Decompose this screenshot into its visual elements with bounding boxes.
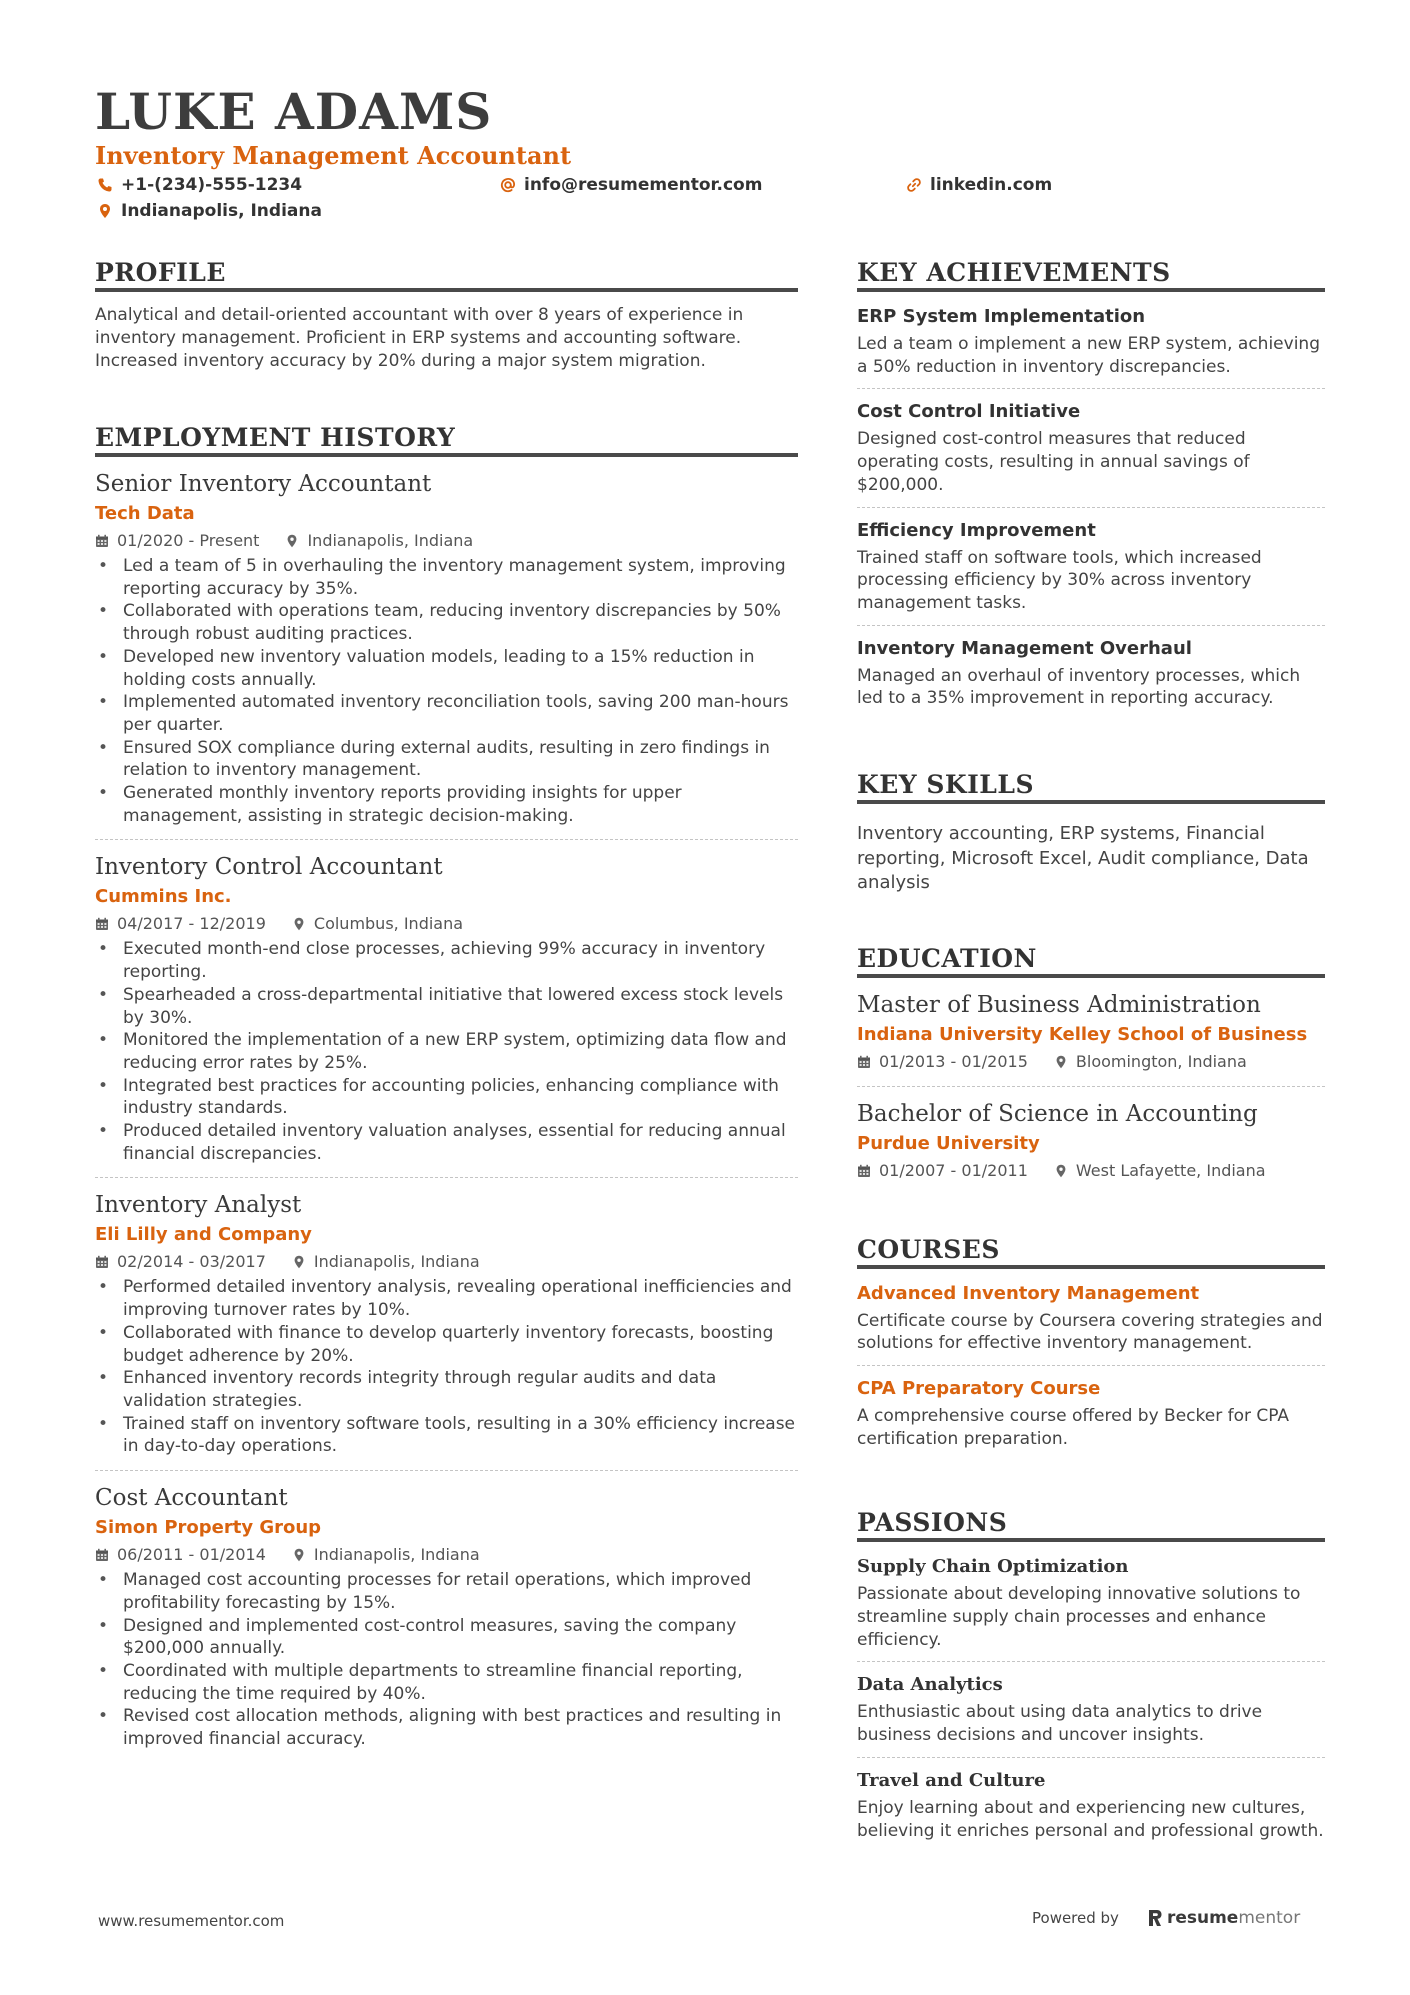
degree-title: Bachelor of Science in Accounting: [857, 1100, 1258, 1127]
resumementor-logo-icon: [1147, 1909, 1163, 1927]
meta-row: [857, 1050, 1325, 1074]
location-label: Indianapolis, Indiana: [313, 1252, 480, 1272]
candidate-title: Inventory Management Accountant: [95, 141, 572, 170]
link-icon: [906, 177, 922, 193]
job-title: Cost Accountant: [95, 1485, 288, 1512]
right-column: [857, 258, 1325, 1892]
brand-text-resume: resume: [1166, 1908, 1239, 1928]
phone-icon: [97, 177, 113, 193]
passions-item-text: Passionate about developing innovative solutions to streamline supply chain processes and enhance efficiency.: [857, 1584, 1301, 1650]
achievements-item-title: ERP System Implementation: [857, 306, 1146, 327]
date-range: 01/2013 - 01/2015: [879, 1051, 1028, 1071]
profile-section: [95, 258, 798, 373]
achievements-item-text: Trained staff on software tools, which increased processing efficiency by 30% across inventory management tasks.: [857, 547, 1262, 613]
job-title: Inventory Analyst: [95, 1192, 302, 1219]
company-name: Cummins Inc.: [95, 886, 232, 908]
bullet-item: • Coordinated with multiple departments to streamline financial reporting, reducing the time required by 40%.: [95, 1660, 798, 1705]
courses-item: [857, 1376, 1325, 1460]
courses-list: [857, 1281, 1325, 1461]
location-pin-icon: [285, 534, 299, 548]
calendar-icon: [95, 1255, 109, 1269]
powered-by-text: Powered by: [1032, 1909, 1119, 1927]
bullet-item: • Managed cost accounting processes for retail operations, which improved profitability forecasting by 15%.: [95, 1569, 798, 1614]
date-range: 02/2014 - 03/2017: [117, 1252, 266, 1272]
job-bullets: [95, 1569, 798, 1751]
achievements-list: [857, 304, 1325, 720]
bullet-item: • Integrated best practices for accounting policies, enhancing compliance with industry standards.: [95, 1075, 798, 1120]
bullet-item: • Spearheaded a cross-departmental initiative that lowered excess stock levels by 30%.: [95, 984, 798, 1029]
courses-heading: COURSES: [857, 1235, 1325, 1269]
job-title: Senior Inventory Accountant: [95, 471, 432, 497]
location-pin-icon: [292, 1255, 306, 1269]
skills-text: Inventory accounting, ERP systems, Financial reporting, Microsoft Excel, Audit compliance, Data analysis: [857, 823, 1309, 894]
achievements-item-text: Designed cost-control measures that reduced operating costs, resulting in annual savings of $200,000.: [857, 429, 1250, 495]
footer-powered: [1032, 1908, 1300, 1928]
passions-item: [857, 1768, 1325, 1852]
skills-section: [857, 770, 1325, 896]
brand-text-mentor: mentor: [1238, 1908, 1301, 1928]
courses-item: [857, 1281, 1325, 1366]
footer-website[interactable]: www.resumementor.com: [98, 1912, 285, 1930]
passions-list: [857, 1554, 1325, 1852]
location-label: Columbus, Indiana: [313, 914, 464, 934]
bullet-item: • Collaborated with operations team, reducing inventory discrepancies by 50% through robust auditing practices.: [95, 600, 798, 645]
achievements-section: [857, 258, 1325, 720]
location-label: Indianapolis, Indiana: [307, 531, 474, 550]
linkedin-text: linkedin.com: [930, 175, 1053, 195]
job-bullets: [95, 1276, 798, 1458]
contact-location: [97, 201, 322, 221]
date-range: 06/2011 - 01/2014: [117, 1545, 266, 1565]
calendar-icon: [95, 534, 109, 548]
skills-heading: KEY SKILLS: [857, 770, 1325, 804]
passions-section: [857, 1508, 1325, 1852]
bullet-item: • Ensured SOX compliance during external audits, resulting in zero findings in relation to inventory management.: [95, 737, 798, 782]
bullet-item: • Enhanced inventory records integrity through regular audits and data validation strategies.: [95, 1367, 798, 1412]
bullet-item: • Developed new inventory valuation models, leading to a 15% reduction in holding costs annually.: [95, 646, 798, 691]
passions-item: [857, 1672, 1325, 1757]
employment-list: [95, 469, 798, 1763]
location-text: Indianapolis, Indiana: [121, 201, 322, 221]
bullet-item: • Executed month-end close processes, achieving 99% accuracy in inventory reporting.: [95, 938, 798, 983]
passions-item-title: Data Analytics: [857, 1674, 1003, 1696]
profile-heading: PROFILE: [95, 258, 798, 292]
job-entry: [95, 1190, 798, 1471]
courses-section: [857, 1235, 1325, 1461]
location-label: West Lafayette, Indiana: [1075, 1160, 1266, 1180]
achievements-item-title: Cost Control Initiative: [857, 401, 1081, 423]
meta-row: [857, 1159, 1325, 1183]
school-name: Purdue University: [857, 1132, 1040, 1154]
location-label: Indianapolis, Indiana: [313, 1545, 480, 1565]
left-column: [95, 258, 798, 1803]
job-entry: [95, 469, 798, 840]
job-bullets: [95, 938, 798, 1165]
achievements-item: [857, 399, 1325, 507]
achievements-item: [857, 304, 1325, 389]
passions-heading: PASSIONS: [857, 1508, 1325, 1542]
education-section: [857, 944, 1325, 1195]
bullet-item: • Produced detailed inventory valuation analyses, essential for reducing annual financial discrepancies.: [95, 1120, 798, 1165]
meta-row: [95, 1543, 798, 1567]
achievements-item: [857, 636, 1325, 720]
phone-text: +1-(234)-555-1234: [121, 175, 303, 195]
date-range: 04/2017 - 12/2019: [117, 914, 266, 934]
company-name: Simon Property Group: [95, 1517, 322, 1539]
bullet-item: • Performed detailed inventory analysis, revealing operational inefficiencies and improving turnover rates by 10%.: [95, 1276, 798, 1321]
contact-email[interactable]: [500, 175, 762, 195]
job-entry: [95, 1483, 798, 1763]
meta-row: [95, 1250, 798, 1274]
bullet-item: • Generated monthly inventory reports providing insights for upper management, assisting in strategic decision-making.: [95, 782, 798, 827]
calendar-icon: [857, 1055, 871, 1069]
passions-item: [857, 1554, 1325, 1662]
degree-title: Master of Business Administration: [857, 991, 1261, 1018]
job-bullets: [95, 555, 798, 827]
contact-linkedin[interactable]: [906, 175, 1052, 195]
education-entry: [857, 990, 1325, 1087]
passions-item-text: Enjoy learning about and experiencing new cultures, believing it enriches personal and professional growth.: [857, 1797, 1324, 1841]
meta-row: [95, 529, 798, 553]
location-pin-icon: [1054, 1055, 1068, 1069]
courses-item-text: A comprehensive course offered by Becker for CPA certification preparation.: [857, 1405, 1290, 1449]
courses-item-text: Certificate course by Coursera covering strategies and solutions for effective inventory management.: [857, 1310, 1323, 1354]
meta-row: [95, 912, 798, 936]
bullet-item: • Trained staff on inventory software tools, resulting in a 30% efficiency increase in day-to-day operations.: [95, 1413, 798, 1458]
passions-item-title: Travel and Culture: [857, 1769, 1046, 1791]
candidate-name: LUKE ADAMS: [95, 82, 493, 141]
bullet-item: • Monitored the implementation of a new ERP system, optimizing data flow and reducing error rates by 25%.: [95, 1029, 798, 1074]
company-name: Eli Lilly and Company: [95, 1224, 312, 1246]
bullet-item: • Led a team of 5 in overhauling the inventory management system, improving reporting accuracy by 35%.: [95, 555, 798, 600]
at-icon: [500, 177, 516, 193]
bullet-item: • Implemented automated inventory reconciliation tools, saving 200 man-hours per quarter.: [95, 691, 798, 736]
bullet-item: • Designed and implemented cost-control measures, saving the company $200,000 annually.: [95, 1615, 798, 1660]
location-label: Bloomington, Indiana: [1075, 1051, 1247, 1071]
achievements-item-title: Efficiency Improvement: [857, 519, 1096, 541]
date-range: 01/2020 - Present: [117, 531, 260, 550]
achievements-item-text: Managed an overhaul of inventory processes, which led to a 35% improvement in reporting accuracy.: [857, 665, 1301, 709]
education-list: [857, 990, 1325, 1195]
bullet-item: • Collaborated with finance to develop quarterly inventory forecasts, boosting budget adherence by 20%.: [95, 1322, 798, 1367]
achievements-item-text: Led a team o implement a new ERP system, achieving a 50% reduction in inventory discrepancies.: [857, 334, 1320, 377]
achievements-item: [857, 518, 1325, 626]
location-pin-icon: [292, 1548, 306, 1562]
contact-phone: [97, 175, 302, 195]
calendar-icon: [95, 1548, 109, 1562]
employment-heading: EMPLOYMENT HISTORY: [95, 423, 798, 457]
calendar-icon: [95, 917, 109, 931]
courses-item-title: Advanced Inventory Management: [857, 1282, 1200, 1304]
company-name: Tech Data: [95, 503, 195, 524]
job-title: Inventory Control Accountant: [95, 854, 443, 881]
passions-item-text: Enthusiastic about using data analytics to drive business decisions and uncover insights.: [857, 1702, 1263, 1746]
courses-item-title: CPA Preparatory Course: [857, 1377, 1101, 1399]
brand-logo[interactable]: [1147, 1908, 1300, 1928]
location-pin-icon: [292, 917, 306, 931]
education-entry: [857, 1099, 1325, 1195]
bullet-item: • Revised cost allocation methods, aligning with best practices and resulting in improved financial accuracy.: [95, 1705, 798, 1750]
achievements-heading: KEY ACHIEVEMENTS: [857, 258, 1325, 292]
location-pin-icon: [1054, 1164, 1068, 1178]
school-name: Indiana University Kelley School of Business: [857, 1023, 1308, 1045]
date-range: 01/2007 - 01/2011: [879, 1160, 1028, 1180]
job-entry: [95, 852, 798, 1178]
calendar-icon: [857, 1164, 871, 1178]
achievements-item-title: Inventory Management Overhaul: [857, 637, 1192, 659]
email-text: info@resumementor.com: [524, 175, 763, 195]
passions-item-title: Supply Chain Optimization: [857, 1556, 1129, 1578]
profile-text: Analytical and detail-oriented accountant with over 8 years of experience in inventory management. Proficient in ERP systems and accounting software. Increased inventory accuracy by 20% during a major system migration.: [95, 305, 744, 371]
employment-section: [95, 423, 798, 1763]
location-pin-icon: [97, 203, 113, 219]
education-heading: EDUCATION: [857, 944, 1325, 978]
